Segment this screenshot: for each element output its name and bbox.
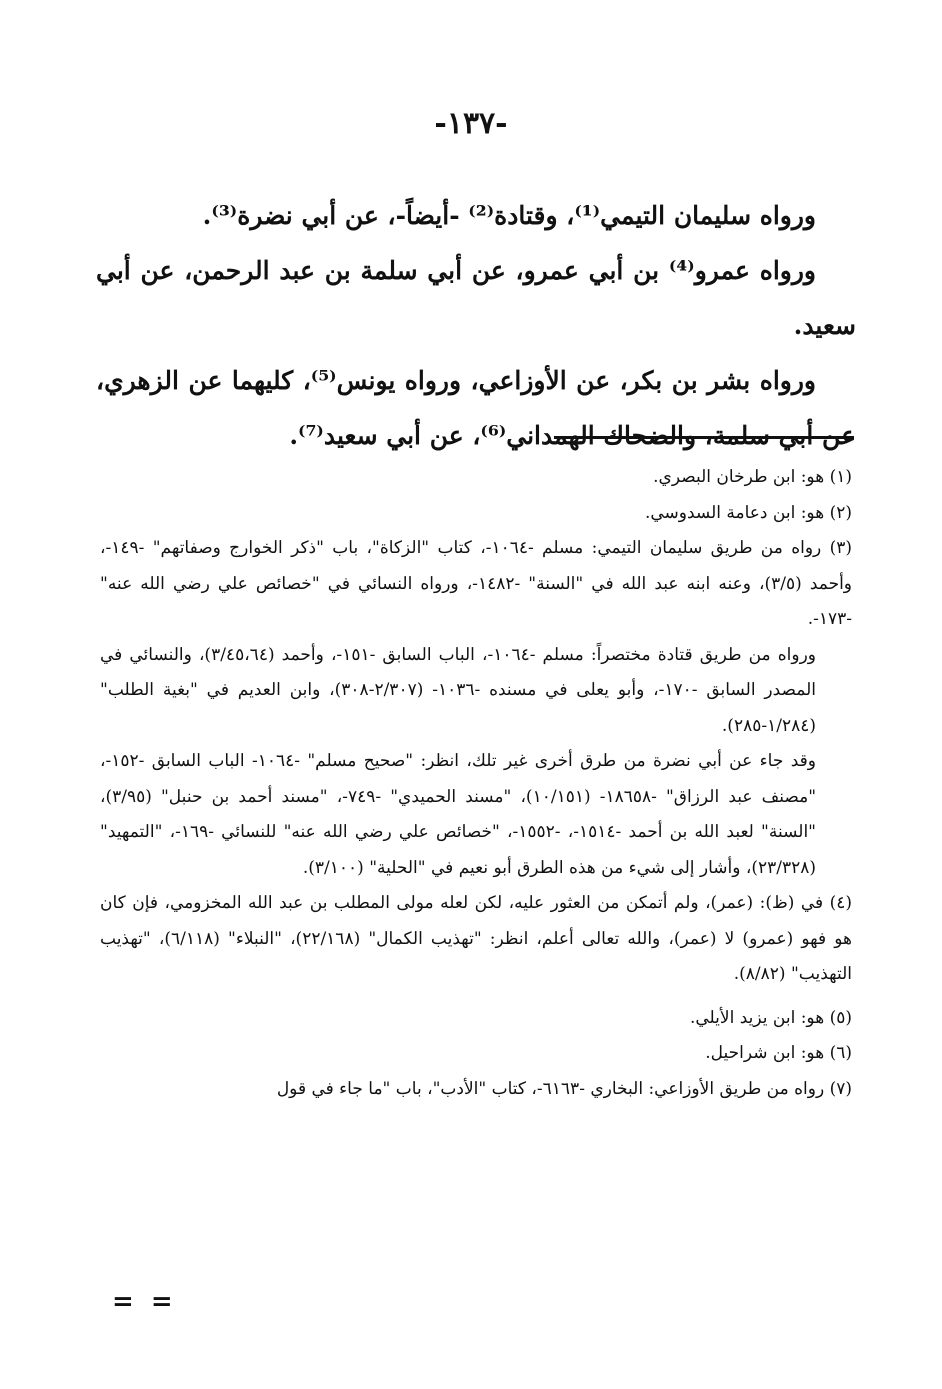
footnote-5: (٥) هو: ابن يزيد الأيلي.: [689, 1007, 852, 1028]
footnote-divider: [554, 436, 854, 439]
footnote-3-continuation: ورواه من طريق قتادة مختصراً: مسلم -١٠٦٤-، الباب السابق -١٥١-، وأحمد (٣/٤٥،٦٤)، والنسائي في المصدر السابق -١٧٠-، وأبو يعلى في مسنده -١٠٣٦- (٢/٣٠٧-٣٠٨)، وابن العديم في "بغية الطلب" (١/٢٨٤-٢٨٥).: [100, 644, 817, 736]
main-paragraph: ورواه بشر بن بكر، عن الأوزاعي، ورواه يونس⁽⁵⁾، كليهما عن الزهري، عن أبي سلمة، والضحاك الهمداني⁽⁶⁾، عن أبي سعيد⁽⁷⁾.: [96, 366, 856, 450]
main-paragraph: ورواه سليمان التيمي⁽¹⁾، وقتادة⁽²⁾ -أيضاً-، عن أبي نضرة⁽³⁾.: [202, 201, 816, 230]
continuation-mark: = =: [112, 1287, 177, 1317]
page-number: -١٣٧-: [434, 106, 508, 141]
footnote-7: (٧) رواه من طريق الأوزاعي: البخاري -٦١٦٣-، كتاب "الأدب"، باب "ما جاء في قول: [276, 1078, 852, 1099]
footnote-4: (٤) في (ظ): (عمر)، ولم أتمكن من العثور عليه، لكن لعله مولى المطلب بن عبد الله المخزومي، فإن كان هو فهو (عمرو) لا (عمر)، والله تعالى أعلم، انظر: "تهذيب الكمال" (٢٢/١٦٨)، "النبلاء" (٦/١١٨)، "تهذيب التهذيب" (٨/٨٢).: [100, 893, 852, 984]
footnote-6: (٦) هو: ابن شراحيل.: [705, 1043, 852, 1063]
footnote-2: (٢) هو: ابن دعامة السدوسي.: [644, 502, 852, 523]
main-paragraph: ورواه عمرو⁽⁴⁾ بن أبي عمرو، عن أبي سلمة بن عبد الرحمن، عن أبي سعيد.: [96, 256, 856, 340]
main-body-text: [96, 188, 856, 463]
footnote-3-continuation: وقد جاء عن أبي نضرة من طرق أخرى غير تلك، انظر: "صحيح مسلم" -١٠٦٤- الباب السابق -١٥٢-، "مصنف عبد الرزاق" -١٨٦٥٨- (١٠/١٥١)، "مسند الحميدي" -٧٤٩-، "مسند أحمد بن حنبل" (٣/٩٥)، "السنة" لعبد الله بن أحمد -١٥١٤-، -١٥٥٢-، "خصائص علي رضي الله عنه" للنسائي -١٦٩-، "التمهيد" (٢٣/٣٢٨)، وأشار إلى شيء من هذه الطرق أبو نعيم في "الحلية" (٣/١٠٠).: [100, 751, 817, 878]
footnote-3: (٣) رواه من طريق سليمان التيمي: مسلم -١٠٦٤-، كتاب "الزكاة"، باب "ذكر الخوارج وصفاتهم" -١٤٩-، وأحمد (٣/٥)، وعنه ابنه عبد الله في "السنة" -١٤٨٢-، ورواه النسائي في "خصائص علي رضي الله عنه" -١٧٣-.: [100, 538, 853, 629]
footnotes-section: [100, 460, 852, 1107]
footnote-1: (١) هو: ابن طرخان البصري.: [653, 467, 852, 487]
